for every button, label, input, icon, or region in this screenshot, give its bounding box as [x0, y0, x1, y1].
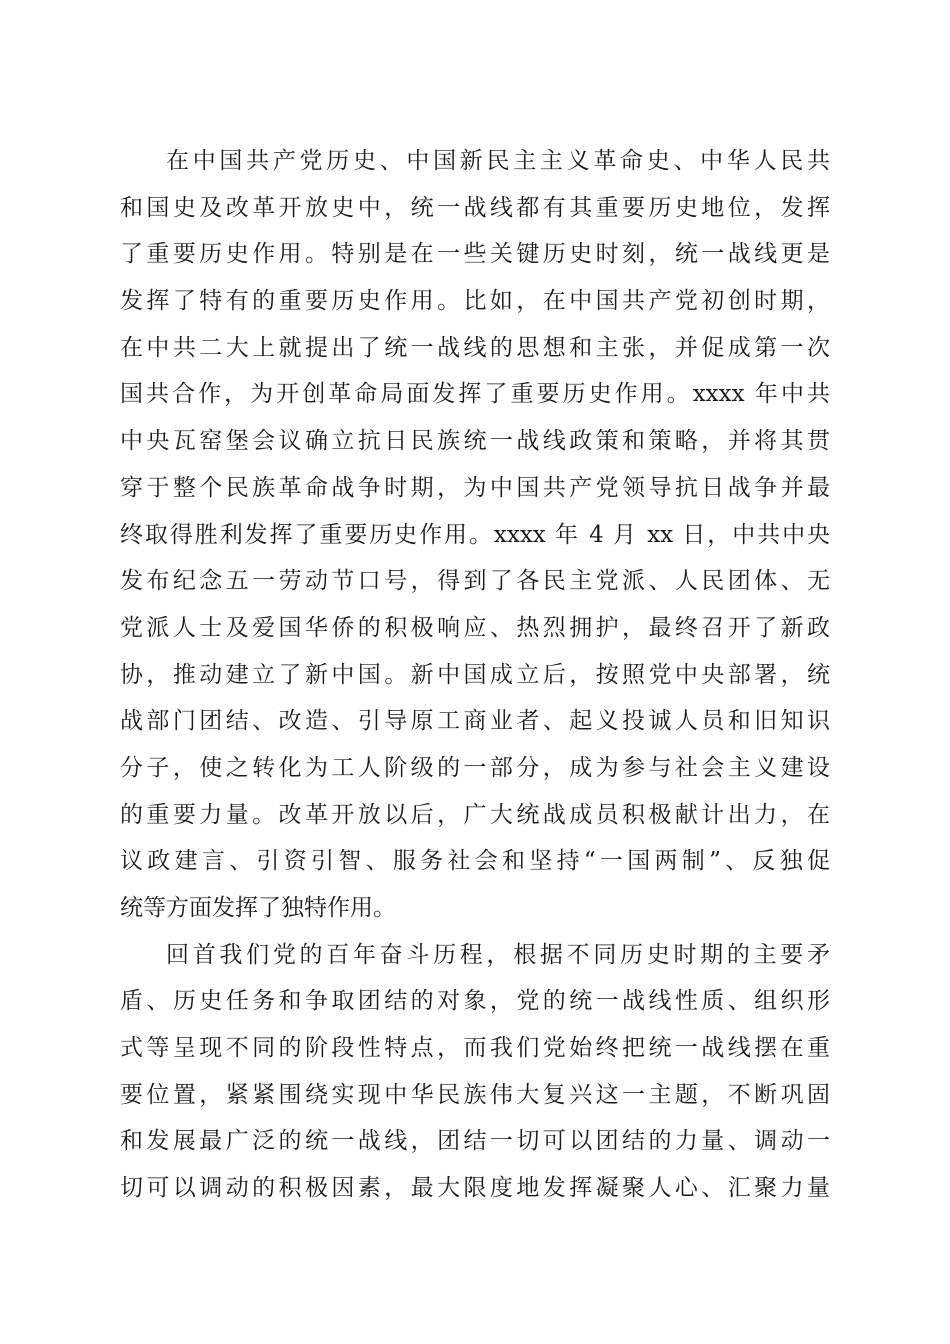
text-line: 回首我们党的百年奋斗历程，根据不同历史时期的主要矛 — [166, 941, 830, 968]
text-line: 在中国共产党历史、中国新民主主义革命史、中华人民共 — [166, 148, 830, 174]
text-line: 发挥了特有的重要历史作用。比如，在中国共产党初创时期， — [120, 288, 830, 315]
text-line: 战部门团结、改造、引导原工商业者、起义投诚人员和旧知识 — [120, 708, 830, 735]
text-line: 议政建言、引资引智、服务社会和坚持“一国两制”、反独促 — [120, 848, 830, 875]
text-line: 协，推动建立了新中国。新中国成立后，按照党中央部署，统 — [120, 661, 830, 688]
text-line: 穿于整个民族革命战争时期，为中国共产党领导抗日战争并最 — [120, 474, 830, 501]
text-line: 式等呈现不同的阶段性特点，而我们党始终把统一战线摆在重 — [120, 1035, 830, 1062]
text-line: 的重要力量。改革开放以后，广大统战成员积极献计出力，在 — [120, 801, 830, 828]
text-line: 和发展最广泛的统一战线，团结一切可以团结的力量、调动一 — [120, 1128, 830, 1155]
text-line: 中央瓦窑堡会议确立抗日民族统一战线政策和策略，并将其贯 — [120, 428, 830, 455]
text-line: 分子，使之转化为工人阶级的一部分，成为参与社会主义建设 — [120, 754, 830, 781]
text-line: 党派人士及爱国华侨的积极响应、热烈拥护，最终召开了新政 — [120, 614, 830, 641]
body-text — [120, 138, 830, 1212]
text-line: 在中共二大上就提出了统一战线的思想和主张，并促成第一次 — [120, 334, 830, 361]
text-line: 了重要历史作用。特别是在一些关键历史时刻，统一战线更是 — [120, 241, 830, 268]
text-line: 终取得胜利发挥了重要历史作用。xxxx 年 4 月 xx 日，中共中央 — [120, 521, 830, 548]
text-line: 发布纪念五一劳动节口号，得到了各民主党派、人民团体、无 — [120, 568, 830, 595]
text-line: 国共合作，为开创革命局面发挥了重要历史作用。xxxx 年中共 — [120, 381, 830, 408]
paragraph-2 — [120, 932, 830, 1212]
text-line: 切可以调动的积极因素，最大限度地发挥凝聚人心、汇聚力量 — [120, 1175, 830, 1202]
text-line: 统等方面发挥了独特作用。 — [120, 895, 396, 921]
text-line: 要位置，紧紧围绕实现中华民族伟大复兴这一主题，不断巩固 — [120, 1081, 830, 1108]
text-line: 盾、历史任务和争取团结的对象，党的统一战线性质、组织形 — [120, 988, 830, 1015]
text-line: 和国史及改革开放史中，统一战线都有其重要历史地位，发挥 — [120, 194, 830, 221]
paragraph-1 — [120, 138, 830, 932]
